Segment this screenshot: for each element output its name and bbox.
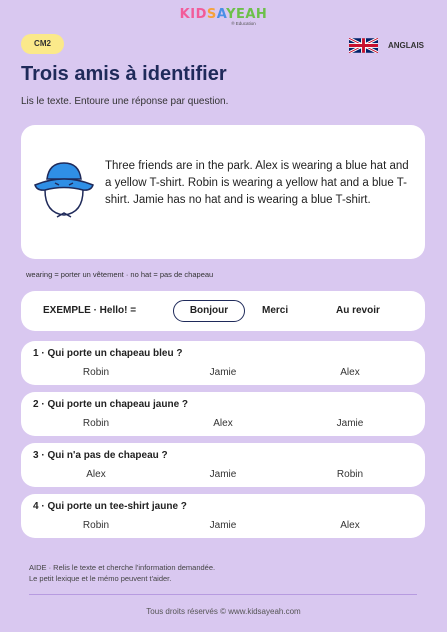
answer-option[interactable]: Robin xyxy=(82,367,110,378)
logo-part: S xyxy=(206,7,217,22)
question-text: 3 · Qui n'a pas de chapeau ? xyxy=(33,450,168,461)
logo-part: KID xyxy=(179,7,207,22)
answer-option[interactable]: Robin xyxy=(82,418,110,429)
footer-divider xyxy=(29,594,417,595)
question-card xyxy=(21,494,425,538)
example-card xyxy=(21,291,425,331)
example-option[interactable]: Au revoir xyxy=(336,305,380,316)
answer-option[interactable]: Alex xyxy=(86,469,106,480)
bucket-hat-icon xyxy=(33,157,95,223)
answer-option[interactable]: Alex xyxy=(340,520,360,531)
level-badge: CM2 xyxy=(21,34,64,54)
question-text: 4 · Qui porte un tee-shirt jaune ? xyxy=(33,501,187,512)
logo-wordmark xyxy=(0,7,447,22)
brand-logo xyxy=(0,7,447,26)
example-label: EXEMPLE · Hello! = xyxy=(43,305,137,316)
answer-option[interactable]: Jamie xyxy=(209,469,237,480)
story-card xyxy=(21,125,425,259)
answer-option[interactable]: Robin xyxy=(82,520,110,531)
story-text: Three friends are in the park. Alex is wearing a blue hat and a yellow T-shirt. Robin is wearing a yellow hat and a blue T-shirt. Jamie has no hat and is wearing a blue T-shirt. xyxy=(105,160,409,206)
answer-option[interactable]: Jamie xyxy=(209,520,237,531)
question-card xyxy=(21,392,425,436)
example-option[interactable]: Merci xyxy=(262,305,289,316)
answer-option[interactable]: Jamie xyxy=(209,367,237,378)
answer-option[interactable]: Jamie xyxy=(336,418,364,429)
help-line: Le petit lexique et le mémo peuvent t'aider. xyxy=(29,574,172,583)
answer-option[interactable]: Robin xyxy=(336,469,364,480)
answer-option[interactable]: Alex xyxy=(340,367,360,378)
instruction-text: Lis le texte. Entoure une réponse par question. xyxy=(21,96,229,107)
language-label: ANGLAIS xyxy=(388,41,424,50)
example-option-circled[interactable]: Bonjour xyxy=(173,300,245,322)
logo-subtitle: ® Education xyxy=(231,21,256,26)
help-note xyxy=(29,562,215,584)
answer-option[interactable]: Alex xyxy=(213,418,233,429)
logo-part: YEAH xyxy=(226,7,268,22)
logo-part: A xyxy=(216,7,227,22)
uk-flag-icon xyxy=(349,38,378,53)
lexique-note: wearing = porter un vêtement · no hat = pas de chapeau xyxy=(26,270,214,279)
question-card xyxy=(21,443,425,487)
page-title: Trois amis à identifier xyxy=(21,63,227,85)
footer-copyright: Tous droits réservés © www.kidsayeah.com xyxy=(146,607,301,616)
question-card xyxy=(21,341,425,385)
help-line: AIDE · Relis le texte et cherche l'information demandée. xyxy=(29,563,216,572)
question-text: 2 · Qui porte un chapeau jaune ? xyxy=(33,399,189,410)
question-text: 1 · Qui porte un chapeau bleu ? xyxy=(33,348,183,359)
